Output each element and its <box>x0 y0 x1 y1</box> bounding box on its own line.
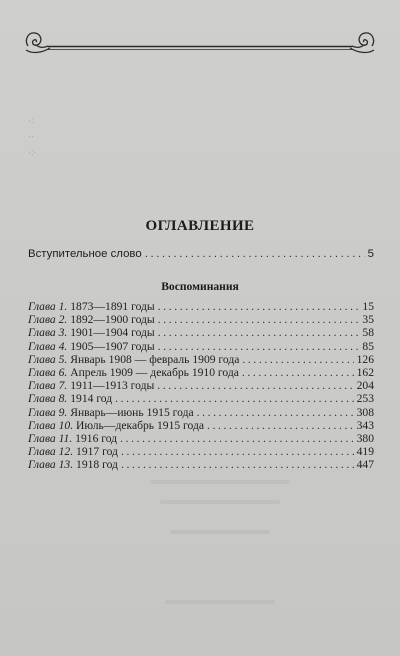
chapter-prefix: Глава 8. <box>28 392 68 406</box>
toc-entry-page: 308 <box>356 405 374 419</box>
chapter-prefix: Глава 6. <box>28 366 68 379</box>
chapter-title: 1911—1913 годы <box>70 379 155 393</box>
chapter-prefix: Глава 7. <box>28 379 68 393</box>
toc-entry-chapter <box>28 419 374 432</box>
toc-entry-chapter <box>28 458 374 471</box>
leader-dots <box>242 353 353 366</box>
toc-entry-page: 126 <box>356 352 374 366</box>
toc-entry-page: 5 <box>367 248 374 260</box>
chapter-prefix: Глава 3. <box>28 326 68 340</box>
leader-dots <box>120 432 354 445</box>
toc-entry-chapter <box>28 366 374 379</box>
toc-entry-intro <box>28 248 374 261</box>
chapter-title: 1901—1904 годы <box>70 326 155 340</box>
toc-entry-label <box>28 326 155 339</box>
toc-entry-chapter <box>28 379 374 392</box>
toc-entry-chapter <box>28 445 374 458</box>
chapter-prefix: Глава 10. <box>28 418 74 432</box>
toc-entry-chapter <box>28 353 374 366</box>
chapter-title: Апрель 1909 — декабрь 1910 года <box>70 366 239 379</box>
leader-dots <box>115 392 353 405</box>
chapter-title: 1873—1891 годы <box>70 300 155 313</box>
toc-entry-page: 380 <box>356 432 374 445</box>
bleed-through-mark: ·:· <box>28 148 38 157</box>
leader-dots <box>145 248 365 261</box>
toc-entry-label <box>28 406 194 419</box>
leader-dots <box>121 458 354 471</box>
toc-entry-label <box>28 366 239 379</box>
toc-entry-chapter <box>28 300 374 313</box>
chapter-prefix: Глава 9. <box>28 405 68 419</box>
toc-entry-label <box>28 353 239 366</box>
chapter-title: 1892—1900 годы <box>70 313 155 327</box>
leader-dots <box>197 406 354 419</box>
chapter-title: Январь 1908 — февраль 1909 года <box>70 352 240 366</box>
toc-entry-page: 85 <box>362 339 374 353</box>
chapter-prefix: Глава 13. <box>28 458 74 472</box>
toc-entry-label: Вступительное слово <box>28 248 142 260</box>
toc-title: ОГЛАВЛЕНИЕ <box>145 218 255 234</box>
chapter-prefix: Глава 2. <box>28 313 68 327</box>
toc-entry-page: 447 <box>356 458 374 472</box>
toc-entry-chapter <box>28 326 374 339</box>
leader-dots <box>207 419 354 432</box>
scroll-ornament-header <box>22 26 378 60</box>
bleed-through-text <box>170 530 270 534</box>
toc-entry-page: 204 <box>356 379 374 393</box>
bleed-through-mark: ·: <box>28 116 34 125</box>
toc-entry-chapter <box>28 392 374 405</box>
toc-entry-label <box>28 458 118 471</box>
chapter-title: Январь—июнь 1915 года <box>70 405 194 419</box>
toc-entry-label <box>28 313 155 326</box>
chapter-prefix: Глава 5. <box>28 352 68 366</box>
left-scroll-icon <box>26 33 50 53</box>
leader-dots <box>158 313 360 326</box>
toc-entry-chapter <box>28 432 374 445</box>
toc-entry-label <box>28 419 204 432</box>
chapter-title: Июль—декабрь 1915 года <box>76 418 205 432</box>
chapter-prefix: Глава 1. <box>28 300 68 313</box>
bleed-through-mark: ·· <box>28 132 35 141</box>
chapter-title: 1918 год <box>76 458 118 472</box>
toc-entry-page: 15 <box>362 300 374 313</box>
chapter-title: 1905—1907 годы <box>70 339 155 353</box>
toc-entry-label <box>28 445 118 458</box>
toc-entry-page: 253 <box>356 392 374 406</box>
toc-entry-page: 343 <box>356 418 374 432</box>
chapter-title: 1917 год <box>76 445 118 459</box>
toc-entry-label <box>28 379 154 392</box>
toc-entry-chapter <box>28 406 374 419</box>
toc-entry-chapter <box>28 340 374 353</box>
leader-dots <box>121 445 354 458</box>
leader-dots <box>158 340 360 353</box>
bleed-through-text <box>160 500 280 504</box>
bleed-through-text <box>165 600 275 604</box>
toc-entry-chapter <box>28 313 374 326</box>
toc-entry-page: 419 <box>356 445 374 459</box>
toc-entry-label <box>28 432 117 445</box>
leader-dots <box>158 300 360 313</box>
toc-entry-label <box>28 392 112 405</box>
toc-entry-label <box>28 340 155 353</box>
toc-entry-page: 58 <box>362 326 374 340</box>
section-title: Воспоминания <box>161 280 239 293</box>
chapter-prefix: Глава 11. <box>28 432 73 445</box>
toc-entry-label <box>28 300 155 313</box>
chapter-title: 1914 год <box>70 392 113 406</box>
chapter-prefix: Глава 4. <box>28 339 68 353</box>
leader-dots <box>242 366 354 379</box>
leader-dots <box>158 326 360 339</box>
leader-dots <box>157 379 353 392</box>
toc-entry-page: 35 <box>362 313 374 327</box>
bleed-through-text <box>150 480 290 484</box>
chapter-prefix: Глава 12. <box>28 445 74 459</box>
chapter-title: 1916 год <box>75 432 118 445</box>
right-scroll-icon <box>350 33 374 53</box>
toc-entry-page: 162 <box>356 366 374 379</box>
